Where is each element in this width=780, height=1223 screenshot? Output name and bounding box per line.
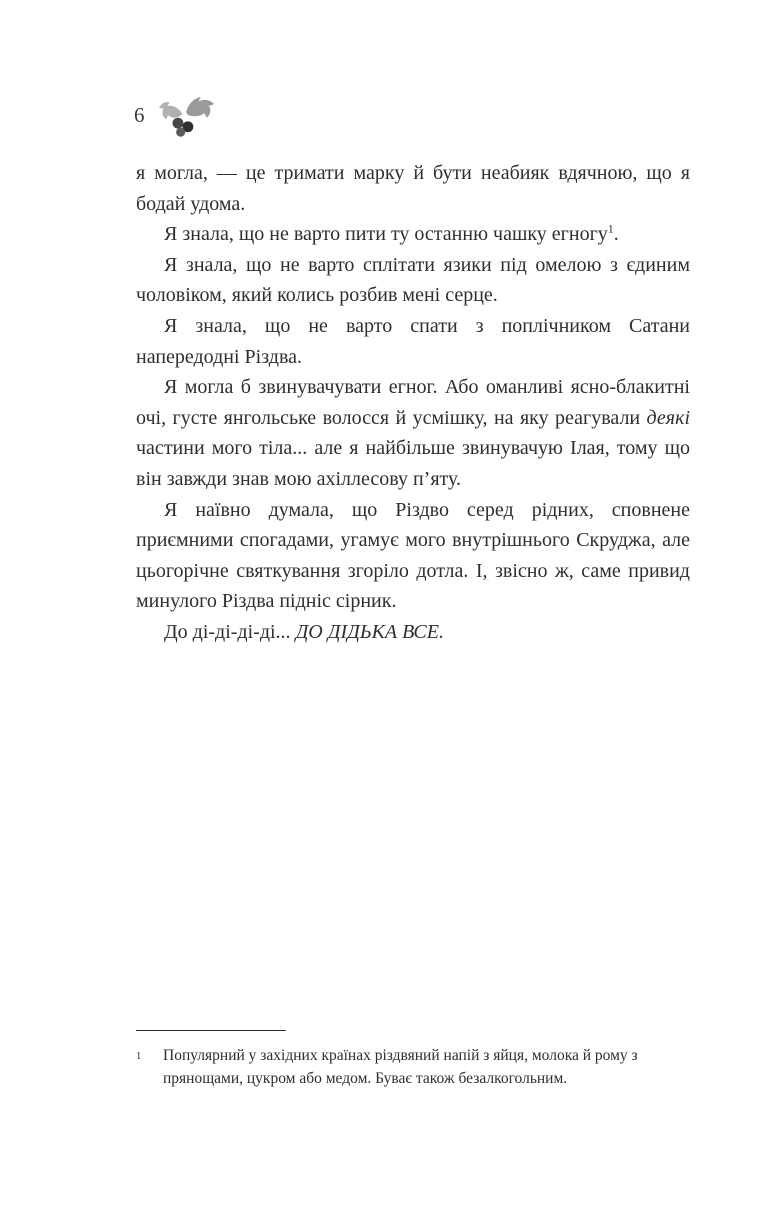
emphasized-text: деякі — [646, 406, 690, 429]
page-number: 6 — [134, 102, 145, 127]
text-run: Я знала, що не варто пити ту останню чашку егногу — [164, 223, 608, 246]
holly-leaf-left — [159, 102, 183, 119]
footnote-text: Популярний у західних країнах різдвяний напій з яйця, молока й рому з прянощами, цукром або медом. Буває також безалкогольним. — [163, 1047, 638, 1087]
footnote-marker: 1 — [136, 1051, 142, 1062]
text-run: Я могла б звинувачувати егног. Або оманливі ясно-блакитні очі, густе янгольське волосся й усмішку, на яку реагували — [136, 376, 690, 429]
text-run: я могла, — це тримати марку й бути неабияк вдячною, що я бодай удома. — [136, 162, 690, 215]
text-run: Я наївно думала, що Різдво серед рідних, сповнене приємними спогадами, угамує мого внутрішнього Скруджа, але цьогорічне святкування згоріло дотла. І, звісно ж, саме привид минулого Різдва підніс сірник. — [136, 498, 690, 613]
paragraph — [136, 219, 690, 250]
paragraph — [136, 250, 690, 311]
holly-berry — [173, 118, 184, 129]
text-run: Я знала, що не варто спати з поплічником Сатани напередодні Різдва. — [136, 314, 690, 368]
paragraph — [136, 617, 690, 648]
text-run: частини мого тіла... але я найбільше звинувачую Ілая, тому що він завжди знав мою ахіллесову п’яту. — [136, 437, 690, 490]
page-header — [134, 90, 216, 140]
footnote-area — [136, 1030, 690, 1090]
holly-leaf-right — [186, 97, 214, 118]
emphasized-text: ДО ДІДЬКА ВСЕ. — [295, 620, 444, 643]
paragraph — [136, 158, 690, 219]
footnote-divider — [136, 1030, 286, 1031]
paragraph — [136, 495, 690, 617]
body-text — [136, 158, 690, 648]
holly-icon — [158, 90, 216, 140]
holly-berry — [176, 128, 185, 137]
paragraph — [136, 372, 690, 494]
footnote-ref: 1 — [607, 221, 614, 236]
text-run: До ді-ді-ді-ді... — [164, 620, 296, 643]
text-run: . — [613, 223, 619, 246]
footnote — [136, 1044, 690, 1090]
paragraph — [136, 311, 690, 372]
text-run: Я знала, що не варто сплітати язики під омелою з єдиним чоловіком, який колись розбив мені серце. — [136, 253, 690, 307]
